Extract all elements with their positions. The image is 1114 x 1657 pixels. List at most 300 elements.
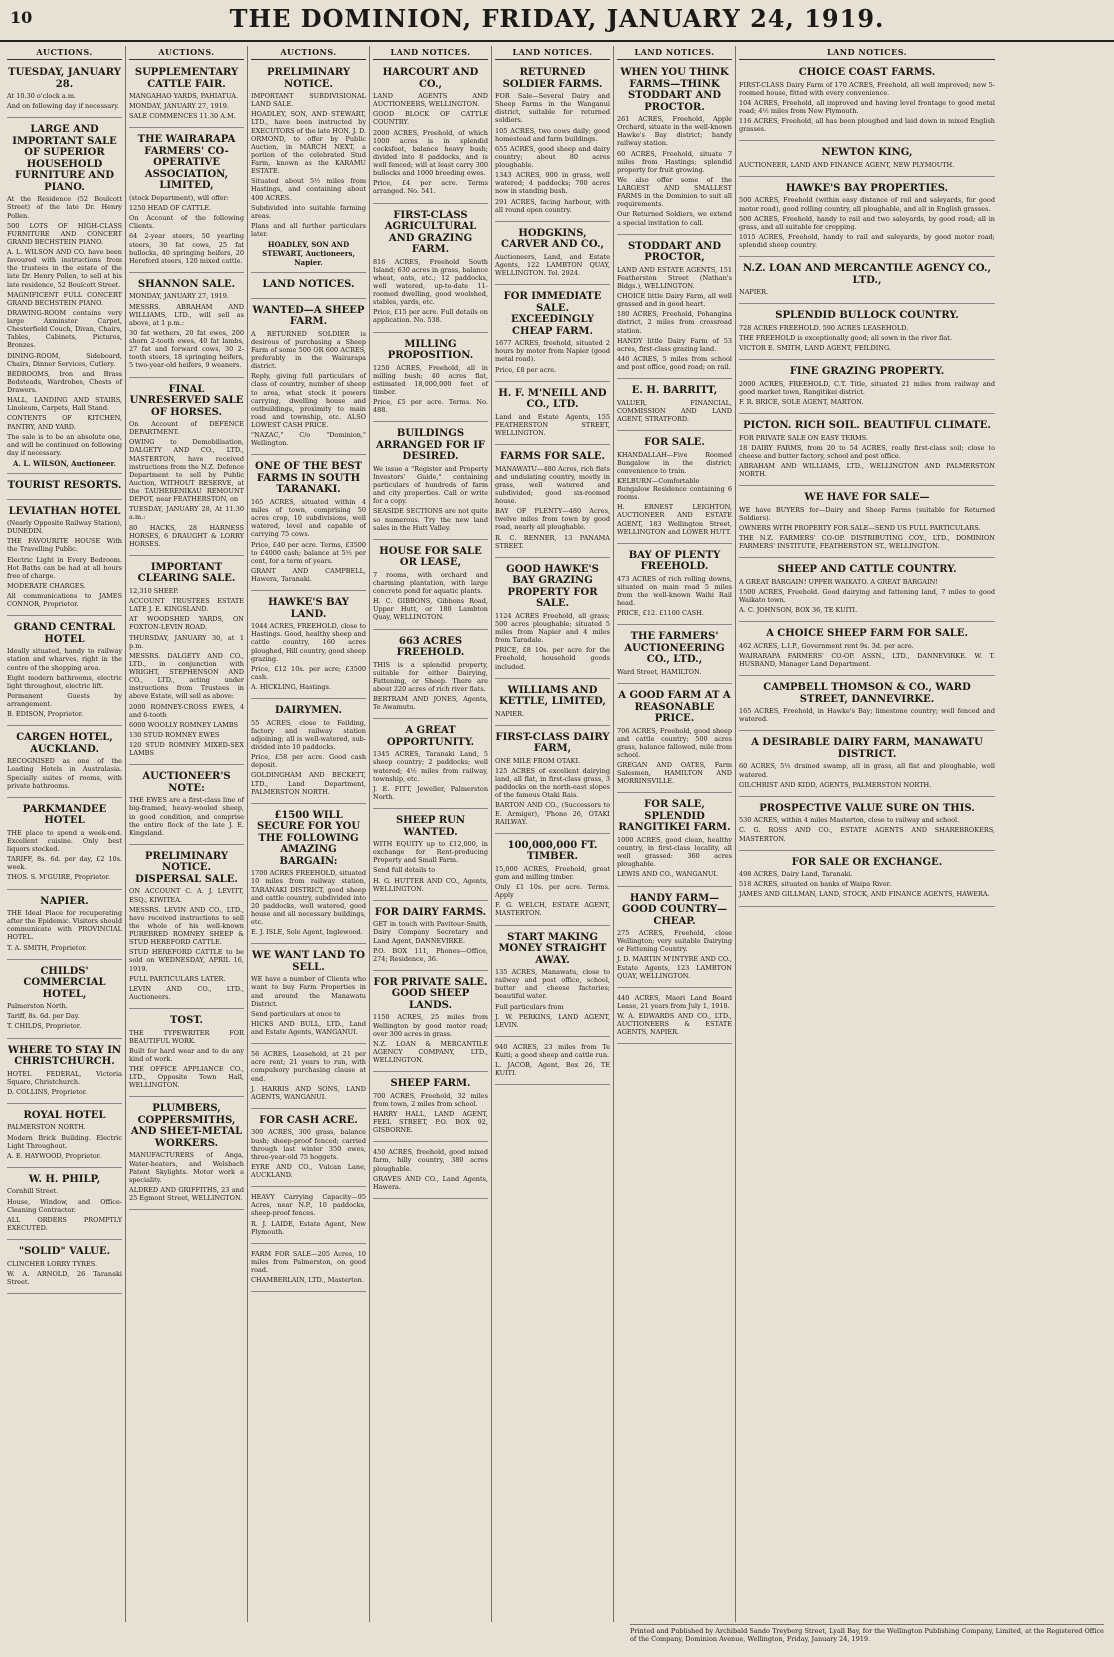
ad-text: FOR PRIVATE SALE ON EASY TERMS. <box>739 433 868 442</box>
ad-text: WAIRARAPA FARMERS' CO-OP. ASSN., LTD., DANNEVIRKE. W. T. HUSBAND, Manager Land Department. <box>739 651 995 668</box>
advertisement <box>129 1012 244 1097</box>
ad-text: Price, £40 per acre. Terms, £3500 to £4000 cash; balance at 5½ per cent, for a term of years. <box>251 540 366 565</box>
ad-text: Land and Estate Agents, 155 FEATHERSTON STREET, WELLINGTON. <box>495 412 610 437</box>
ad-text: D. COLLINS, Proprietor. <box>7 1087 88 1096</box>
ad-title: A GOOD FARM AT A REASONABLE PRICE. <box>618 690 731 724</box>
ad-text: ABRAHAM AND WILLIAMS, LTD., WELLINGTON AND PALMERSTON NORTH. <box>739 461 995 478</box>
advertisement <box>495 929 610 1037</box>
ad-text: Subdivided into suitable farming areas. <box>251 203 366 220</box>
ad-text: B. EDISON, Proprietor. <box>7 710 84 719</box>
ad-text: HICKS AND BULL, LTD., Land and Estate Agents, WANGANUI. <box>251 1019 366 1036</box>
ad-text: MONDAY, JANUARY 27, 1919. <box>129 102 229 111</box>
ad-title: FOR SALE OR EXCHANGE. <box>791 856 943 868</box>
ad-text: 56 ACRES, Leasehold, at 21 per acre rent; 21 years to run, with compulsory purchasing clause at end. <box>251 1050 366 1083</box>
advertisement <box>7 801 122 890</box>
ad-title: FOR SALE. <box>644 437 705 448</box>
advertisement <box>7 1107 122 1168</box>
ad-text: GET in touch with Pavitour-Smith, Dairy Company Secretary and Land Agent, DANNEVIRKE. <box>373 920 488 945</box>
ad-text: LEVIN AND CO., LTD., Auctioneers. <box>129 984 244 1001</box>
ad-title: PROSPECTIVE VALUE SURE ON THIS. <box>759 802 975 814</box>
ad-title: TOST. <box>169 1015 203 1026</box>
advertisement <box>129 1100 244 1210</box>
ad-text: MONDAY, JANUARY 27, 1919. <box>129 292 229 301</box>
ad-title: FARMS FOR SALE. <box>499 451 606 462</box>
ad-text: 1124 ACRES Freehold, all grass; 500 acres ploughable; situated 5 miles from Napier and 4 miles from Taradale. <box>495 611 610 645</box>
ad-text: 500 LOTS OF HIGH-CLASS FURNITURE AND CONCERT GRAND BECHSTEIN PIANO. <box>7 221 122 246</box>
ad-text: LAND AGENTS AND AUCTIONEERS, WELLINGTON. <box>373 92 488 109</box>
ad-text: 60 ACRES, 5½ drained swamp, all in grass, all flat and ploughable, well watered. <box>739 762 995 779</box>
ad-text: W. A. ARNOLD, 26 Taranaki Street. <box>7 1269 122 1286</box>
advertisement <box>495 682 610 726</box>
advertisement <box>373 904 488 971</box>
ad-title: SHEEP FARM. <box>390 1078 471 1090</box>
column-4 <box>370 46 492 1622</box>
ad-text: BEDROOMS, Iron and Brass Bedsteads, Wardrobes, Chests of Drawers. <box>7 369 122 394</box>
ad-text: 261 ACRES, Freehold, Apple Orchard, situate in the well-known Hawke's Bay district; handy railway station. <box>617 115 732 148</box>
ad-text: Palmerston North. <box>7 1002 68 1011</box>
ad-text: 473 ACRES of rich rolling downs, situated on main road 5 miles from the well-known Waihi Rail head. <box>617 574 732 608</box>
ad-text: ON ACCOUNT C. A. J. LEVITT, ESQ., KIWITEA. <box>129 887 244 904</box>
ad-title: 663 ACRES FREEHOLD. <box>396 635 465 658</box>
ad-text: 1150 ACRES, 25 miles from Wellington by good motor road; over 300 acres in grass. <box>373 1013 488 1038</box>
column-heading: LAND NOTICES. <box>617 46 732 60</box>
ad-text: On Account of DEFENCE DEPARTMENT. <box>129 420 244 437</box>
ad-text: BARTON AND CO., (Successors to E. Armiger), 'Phone 26, OTAKI RAILWAY. <box>495 801 610 826</box>
advertisement <box>739 180 995 257</box>
ad-text: GILCHRIST AND KIDD, AGENTS, PALMERSTON NORTH. <box>739 780 932 789</box>
ad-text: SALE COMMENCES 11.30 A.M. <box>129 112 236 121</box>
ad-text: 1250 HEAD OF CATTLE. <box>129 204 212 212</box>
ad-text: AUCTIONEER, LAND AND FINANCE AGENT, NEW PLYMOUTH. <box>739 160 955 169</box>
ad-text: 165 ACRES, situated within 4 miles of town, comprising 50 acres crop, 10 subdivisions, well watered, level and capable of carrying 75 cows. <box>251 497 366 539</box>
ad-title: SHEEP RUN WANTED. <box>395 815 466 838</box>
ad-title: STODDART AND PROCTOR, <box>627 240 722 264</box>
ad-title: IMPORTANT CLEARING SALE. <box>137 561 236 585</box>
ad-title: £1500 WILL SECURE FOR YOU THE FOLLOWING AMAZING BARGAIN: <box>256 809 361 867</box>
ad-text: PRICE, £12. £1100 CASH. <box>617 609 704 618</box>
ad-text: Price, £58 per acre. Good cash deposit. <box>251 753 366 770</box>
ad-text: 18 DAIRY FARMS, from 20 to 54 ACRES, really first-class soil; close to cheese and butter factory, school and post office. <box>739 443 995 460</box>
ad-text: 498 ACRES, Dairy Land, Taranaki. <box>739 870 853 879</box>
ad-text: 125 ACRES of excellent dairying land, all flat, in first-class grass, 3 paddocks on the north-east slopes of the famous Otaki Rais. <box>495 766 610 800</box>
ad-text: Price, £8 per acre. <box>495 365 557 374</box>
advertisement <box>251 702 366 804</box>
ad-title: FINAL UNRESERVED SALE OF HORSES. <box>129 383 244 418</box>
ad-text: THE EWES are a first-class line of big-framed, heavy-wooled sheep, in good condition, and comprise the entire flock of the late J. E. Kingsland. <box>129 796 244 837</box>
ad-title: ROYAL HOTEL <box>23 1109 106 1121</box>
ad-text: All communications to JAMES CONNOR, Proprietor. <box>7 592 122 609</box>
advertisement <box>495 225 610 285</box>
ad-text: Price, £15 per acre. Full details on application. No. 538. <box>373 308 488 325</box>
ad-text: A. HICKLING, Hastings. <box>251 683 331 691</box>
ad-text: J. HARRIS AND SONS, LAND AGENTS, WANGANUI. <box>251 1084 366 1101</box>
ad-text: T. CHILDS, Proprietor. <box>7 1022 82 1031</box>
ad-title: NEWTON KING, <box>821 147 913 159</box>
ad-text: H. C. GIBBONS, Gibbons Road, Upper Hutt, or 180 Lambton Quay, WELLINGTON. <box>373 597 488 622</box>
ad-text: FOR Sale—Several Dairy and Sheep Farms in the Wanganui district, suitable for returned soldiers. <box>495 92 610 125</box>
advertisement <box>739 625 995 676</box>
ad-text: HANDY little Dairy Farm of 53 acres, first-class grazing land. <box>617 336 732 353</box>
ad-text: House, Window, and Office-Cleaning Contractor. <box>7 1197 122 1214</box>
ad-text: CLINCHER LORRY TYRES. <box>7 1259 98 1268</box>
ad-text: CHOICE little Dairy Farm, all well grassed and in good heart. <box>617 292 732 309</box>
ad-title: CHILDS' COMMERCIAL HOTEL, <box>23 965 106 1000</box>
ad-text: HOTEL FEDERAL, Victoria Square, Christchurch. <box>7 1069 122 1086</box>
ad-text: GOOD BLOCK OF CATTLE COUNTRY. <box>373 110 488 127</box>
ad-text: J. D. MARTIN M'INTYRE AND CO., Estate Agents, 123 LAMBTON QUAY, WELLINGTON. <box>617 955 732 980</box>
ad-title: NAPIER. <box>40 895 89 907</box>
ad-text: 180 ACRES, Freehold, Pohangina district, 2 miles from crossroad station. <box>617 310 732 335</box>
advertisement <box>495 448 610 558</box>
ad-signature: HOADLEY, SON AND STEWART, Auctioneers, Napier. <box>262 240 355 268</box>
ad-text: Reply, giving full particulars of class of country, number of sheep to area, what stock it powers carrying, dwelling house and outbuildings, proximity to main road and township, etc. ALSO LOWEST CASH PRICE. <box>251 372 366 429</box>
ad-text: 500 ACRES, Freehold (within easy distance of rail and saleyards, for good motor road), good rolling country, all ploughable, and all in English grasses. <box>739 196 995 213</box>
advertisement <box>129 276 244 378</box>
ad-text: 64 2-year steers, 50 yearling steers, 30 fat cows, 25 fat bullocks, 40 springing heifers, 20 Hereford steers, 120 mixed cattle. <box>129 232 244 265</box>
ad-text: 518 ACRES, situated on banks of Waipa River. <box>739 880 892 889</box>
advertisement <box>7 619 122 726</box>
ad-text: THE FREEHOLD is exceptionally good; all sown in the river flat. <box>739 333 952 342</box>
ad-title: GOOD HAWKE'S BAY GRAZING PROPERTY FOR SALE. <box>506 563 599 610</box>
ad-title: 100,000,000 FT. TIMBER. <box>507 839 598 863</box>
ad-text: Price, £12 10s. per acre; £3500 cash. <box>251 664 366 681</box>
advertisement <box>495 288 610 382</box>
ad-text: HEAVY Carrying Capacity—95 Acres, near N.P., 10 paddocks, sheep-proof fences. <box>251 1193 366 1218</box>
advertisement <box>617 991 732 1045</box>
ad-text: Price, £4 per acre. Terms arranged. No. 541. <box>373 179 488 196</box>
advertisement <box>7 893 122 960</box>
ad-title: BAY OF PLENTY FREEHOLD. <box>628 549 721 573</box>
ad-title: N.Z. LOAN AND MERCANTILE AGENCY CO., LTD., <box>742 263 992 286</box>
column-heading: LAND NOTICES. <box>739 46 995 60</box>
ad-text: THE Ideal Place for recuperating after the Epidemic. Visitors should communicate with PROVINCIAL HOTEL. <box>7 909 122 942</box>
column-6 <box>614 46 736 1622</box>
ad-text: JAMES AND GILLMAN, LAND, STOCK, AND FINANCE AGENTS, HAWERA. <box>739 890 990 899</box>
advertisement <box>495 1040 610 1086</box>
ad-text: R. C. RENNER, 13 PANAMA STREET. <box>495 533 610 550</box>
ad-text: F. R. BRICE, SOLE AGENT, MARTON. <box>739 397 864 406</box>
advertisement <box>251 64 366 273</box>
ad-title: PARKMANDEE HOTEL <box>22 803 107 827</box>
ad-title: CAMPBELL THOMSON & CO., WARD STREET, DANNEVIRKE. <box>763 682 971 705</box>
ad-title: FOR CASH ACRE. <box>259 1114 358 1126</box>
ad-text: THOS. S. M'GUIRE, Proprietor. <box>7 873 111 882</box>
advertisement <box>739 679 995 731</box>
ad-title: A GREAT OPPORTUNITY. <box>386 725 475 748</box>
ad-text: We issue a "Register and Property Investors' Guide," containing particulars of hundreds of farm and city properties. Call or write for a copy. <box>373 464 488 506</box>
ad-text: 55 ACRES, close to Feilding, factory and railway station adjoining; all is well-watered, sub-divided into 10 paddocks. <box>251 718 366 751</box>
ad-text: OWNERS WITH PROPERTY FOR SALE—SEND US FULL PARTICULARS. <box>739 523 981 532</box>
advertisement <box>495 729 610 834</box>
ad-text: 105 ACRES, two cows daily; good homestead and farm buildings. <box>495 126 610 143</box>
advertisement <box>7 121 122 474</box>
ad-title: FIRST-CLASS DAIRY FARM, <box>495 731 610 755</box>
ad-text: 1044 ACRES, FREEHOLD, close to Hastings. Good, healthy sheep and cattle country, 160 acres ploughed, Hill country, good sheep grazing. <box>251 622 366 663</box>
ad-text: 1250 ACRES, Freehold, all in milling bush; 40 acres flat, estimated 18,000,000 feet of timber. <box>373 363 488 396</box>
ad-text: Full particulars from <box>495 1002 564 1011</box>
advertisement <box>373 207 488 333</box>
ad-title: MILLING PROPOSITION. <box>387 338 474 361</box>
ad-title: LEVIATHAN HOTEL <box>8 505 121 517</box>
ad-text: ACCOUNT TRUSTEES ESTATE LATE J. E. KINGSLAND. <box>129 597 244 614</box>
ad-text: 1500 ACRES, Freehold. Good dairying and fattening land, 7 miles to good Waikato town. <box>739 587 995 604</box>
ad-text: FARM FOR SALE—205 Acres, 10 miles from Palmerston, on good road. <box>251 1249 366 1274</box>
advertisement <box>739 363 995 414</box>
ad-text: A. L. WILSON AND CO. have been favoured with instructions from the trustees in the estate of the late Dr. Henry Pollen, to sell at his late residence, 52 Boulcott Street. <box>7 248 122 289</box>
ad-text: Situated about 5½ miles from Hastings, and containing about 400 ACRES. <box>251 177 366 202</box>
advertisement <box>251 1247 366 1293</box>
ad-text: At 10.30 o'clock a.m. <box>7 92 77 100</box>
ad-text: 940 ACRES, 23 miles from Te Kuiti; a good sheep and cattle run. <box>495 1042 610 1059</box>
ad-text: CONTENTS OF KITCHEN, PANTRY, AND YARD. <box>7 414 122 431</box>
advertisement <box>617 890 732 988</box>
column-heading: AUCTIONS. <box>7 46 122 60</box>
masthead <box>0 0 1114 42</box>
ad-text: (stock Department), will offer: <box>129 193 229 202</box>
advertisement <box>739 144 995 177</box>
ad-text: BAY OF PLENTY—480 Acres, twelve miles from town by good road, nearly all ploughable. <box>495 507 610 532</box>
ad-text: 706 ACRES, Freehold, good sheep and cattle country; 500 acres grass, balance fallowed, mile from school. <box>617 726 732 759</box>
ad-text: 440 ACRES, 5 miles from school and post office, good road; on rail. <box>617 354 732 371</box>
ad-title: ONE OF THE BEST FARMS IN SOUTH TARANAKI. <box>255 461 362 496</box>
ad-text: The sale is to be an absolute one, and will be continued on following day if necessary. <box>7 432 122 457</box>
ad-text: 116 ACRES, Freehold, all has been ploughed and laid down in mixed English grasses. <box>739 117 995 134</box>
ad-title: FOR PRIVATE SALE. GOOD SHEEP LANDS. <box>373 976 488 1011</box>
ad-text: THE OFFICE APPLIANCE CO., LTD., Opposite Town Hall, WELLINGTON. <box>129 1065 244 1090</box>
ad-text: C. G. ROSS AND CO., ESTATE AGENTS AND SHAREBROKERS, MASTERTON. <box>739 826 995 843</box>
ad-text: PALMERSTON NORTH. <box>7 1123 86 1132</box>
advertisement <box>251 947 366 1044</box>
advertisement <box>7 1171 122 1240</box>
advertisement <box>373 1145 488 1199</box>
ad-title: WILLIAMS AND KETTLE, LIMITED, <box>499 684 606 708</box>
ad-text: H. G. HUTTER AND CO., Agents, WELLINGTON. <box>373 876 488 893</box>
ad-text: At the Residence (52 Boulcott Street) of the late Dr. Henry Pollen. <box>7 195 122 220</box>
advertisement <box>7 729 122 798</box>
ad-text: THE TYPEWRITER FOR BEAUTIFUL WORK. <box>129 1028 244 1045</box>
advertisement <box>739 417 995 486</box>
advertisement <box>251 1190 366 1244</box>
ad-text: VICTOR E. SMITH, LAND AGENT, FEILDING. <box>739 344 891 352</box>
ad-text: E. J. ISLE, Sole Agent, Inglewood. <box>251 928 363 937</box>
ad-text: WITH EQUITY up to £12,000, in exchange for Rent-producing Property and Small Farm. <box>373 840 488 865</box>
ad-text: 30 fat wethers, 20 fat ewes, 200 shorn 2-tooth ewes, 40 fat lambs, 27 fat and forward cows, 30 2-tooth steers, 18 springing heifers, 5 two-year-old heifers, 9 weaners. <box>129 328 244 370</box>
ad-text: R. J. LAIDE, Estate Agent, New Plymouth. <box>251 1219 366 1236</box>
advertisement <box>739 734 995 796</box>
ad-title: CARGEN HOTEL, AUCKLAND. <box>16 732 113 755</box>
ad-title: SHEEP AND CATTLE COUNTRY. <box>777 564 957 576</box>
advertisement <box>739 489 995 558</box>
ad-text: NAPIER. <box>739 288 769 297</box>
advertisement <box>739 260 995 304</box>
advertisement <box>739 561 995 622</box>
ad-text: CHAMBERLAIN, LTD., Masterton. <box>251 1276 364 1285</box>
ad-text: A. C. JOHNSON, BOX 36, TE KUITI. <box>739 606 858 615</box>
ad-text: MESSRS. DALGETY AND CO., LTD., in conjunction with WRIGHT, STEPHENSON AND CO., LTD., acting under instructions from Trustees in above Estate, will sell as above: <box>129 651 244 701</box>
advertisement <box>373 64 488 204</box>
ad-text: DINING-ROOM, Sideboard, Chairs, Dinner Services, Cutlery. <box>7 351 122 368</box>
column-heading: AUCTIONS. <box>251 46 366 60</box>
advertisement <box>251 276 366 299</box>
ad-text: Plans and all further particulars later. <box>251 221 366 238</box>
advertisement <box>495 64 610 222</box>
ad-text: 104 ACRES, Freehold, all improved and having level frontage to good metal road; 4½ miles from New Plymouth. <box>739 98 995 115</box>
ad-text: MODERATE CHARGES. <box>7 581 86 590</box>
advertisement <box>7 64 122 118</box>
ad-title: HAWKE'S BAY LAND. <box>268 597 349 620</box>
advertisement <box>617 547 732 626</box>
advertisement <box>7 963 122 1039</box>
ad-text: Auctioneers, Land, and Estate Agents, 122 LAMBTON QUAY, WELLINGTON. Tel. 2924. <box>495 252 610 277</box>
ad-title: GRAND CENTRAL HOTEL <box>13 622 116 645</box>
ad-text: 450 ACRES, freehold, good mixed farm, hilly country, 380 acres ploughable. <box>373 1148 488 1173</box>
advertisement <box>373 722 488 809</box>
advertisement <box>129 381 244 556</box>
ad-text: Send particulars at once to <box>251 1009 341 1018</box>
ad-text: 1015 ACRES, Freehold, handy to rail and saleyards, by good motor road; splendid sheep country. <box>739 232 995 249</box>
page-number: 10 <box>10 8 33 27</box>
ad-text: MESSRS. ABRAHAM AND WILLIAMS, LTD., will sell as above, at 1 p.m.: <box>129 302 244 327</box>
advertisement <box>617 687 732 793</box>
ad-text: FULL PARTICULARS LATER. <box>129 974 226 983</box>
advertisement <box>129 64 244 128</box>
ad-title: A DESIRABLE DAIRY FARM, MANAWATU DISTRICT. <box>751 737 983 760</box>
ad-text: A. E. HAYWOOD, Proprietor. <box>7 1151 102 1160</box>
ad-title: E. H. BARRITT, <box>631 385 718 397</box>
ad-text: 165 ACRES, Freehold, in Hawke's Bay; limestone country; well fenced and watered. <box>739 707 995 724</box>
ad-title: TUESDAY, JANUARY 28. <box>8 67 121 90</box>
ad-text: HALL, LANDING AND STAIRS, Linoleum, Carpets, Hall Stand. <box>7 396 122 413</box>
ad-text: KHANDALLAH—Five Roomed Bungalow in the district; convenience to train. <box>617 450 732 475</box>
column-7 <box>736 46 998 1622</box>
ad-title: HOUSE FOR SALE OR LEASE, <box>379 545 482 569</box>
ad-title: WHERE TO STAY IN CHRISTCHURCH. <box>7 1044 122 1067</box>
advertisement <box>129 559 244 765</box>
ad-title: RETURNED SOLDIER FARMS. <box>502 67 603 90</box>
ad-text: 462 ACRES, L.I.P., Government rent 9s. 3d. per acre. <box>739 641 914 650</box>
ad-title: THE FARMERS' AUCTIONEERING CO., LTD., <box>624 631 725 666</box>
ad-text: LEWIS AND CO., WANGANUI. <box>617 870 719 879</box>
ad-text: Our Returned Soldiers, we extend a special invitation to call. <box>617 210 732 227</box>
ad-text: GREGAN AND OATES, Farm Salesmen, HAMILTON AND MORRINSVILLE. <box>617 761 732 786</box>
ad-title: TOURIST RESORTS. <box>7 480 122 491</box>
ad-text: And on following day if necessary. <box>7 102 120 111</box>
ad-text: 12,310 SHEEP. <box>129 586 179 595</box>
ad-text: Cornhill Street. <box>7 1187 59 1196</box>
ad-text: H. ERNEST LEIGHTON, AUCTIONEER AND ESTATE AGENT, 183 Wellington Street, WELLINGTON and LOWER HUTT. <box>617 503 732 536</box>
advertisement <box>7 477 122 500</box>
ad-text: LAND AND ESTATE AGENTS, 151 Featherston Street (Nathan's Bldgs.), WELLINGTON. <box>617 265 732 290</box>
ad-title: A CHOICE SHEEP FARM FOR SALE. <box>766 628 968 640</box>
ad-text: ONE MILE FROM OTAKI. <box>495 756 581 765</box>
column-heading: AUCTIONS. <box>129 46 244 60</box>
ad-text: P.O. BOX 111, Phones—Office, 274; Residence, 36. <box>373 946 488 963</box>
ad-text: 120 STUD ROMNEY MIXED-SEX LAMBS <box>129 741 244 758</box>
advertisement <box>373 812 488 901</box>
advertisement <box>373 543 488 630</box>
ad-text: Ideally situated, handy to railway station and wharves, right in the centre of the shopping area. <box>7 647 122 672</box>
ad-title: WE HAVE FOR SALE— <box>804 492 930 504</box>
ad-text: T. A. SMITH, Proprietor. <box>7 943 87 952</box>
ad-text: VALUER, FINANCIAL, COMMISSION AND LAND AGENT, STRATFORD. <box>617 398 732 423</box>
ad-text: THE N.Z. FARMERS' CO-OP. DISTRIBUTING COY., LTD., DOMINION FARMERS' INSTITUTE, FEATHERSTON ST., WELLINGTON. <box>739 534 995 551</box>
ad-text: GRANT AND CAMPBELL, Hawera, Taranaki. <box>251 566 366 583</box>
ad-text: KELBURN—Comfortable Bungalow Residence containing 6 rooms. <box>617 476 732 502</box>
advertisement <box>7 503 122 617</box>
ad-text: 1343 ACRES, 900 in grass, well watered; 4 paddocks; 700 acres now in standing bush. <box>495 171 610 196</box>
advertisement <box>7 1042 122 1104</box>
ad-text: HOADLEY, SON, AND STEWART, LTD., have been instructed by EXECUTORS of the late HON. J. D. ORMOND, to offer by Public Auction, in MARCH NEXT, a portion of the celebrated Stud Farm, known as the KARAMU ESTATE. <box>251 110 366 176</box>
advertisement <box>373 1075 488 1142</box>
ad-text: Eight modern bathrooms, electric light throughout, electric lift. <box>7 673 122 690</box>
ad-text: MANGAHAO YARDS, PAHIATUA. <box>129 92 239 100</box>
ad-text: (Nearly Opposite Railway Station), DUNEDIN. <box>7 519 122 536</box>
ad-text: Price, £5 per acre. Terms. No. 488. <box>373 398 488 415</box>
ad-title: CHOICE COAST FARMS. <box>798 67 936 78</box>
ad-text: Ward Street, HAMILTON. <box>617 667 702 676</box>
ad-text: J. W. PERKINS, LAND AGENT, LEVIN. <box>495 1012 610 1029</box>
ad-title: H. F. M'NEILL AND CO., LTD. <box>498 387 607 411</box>
ad-text: MANUFACTURERS of Anga, Water-heaters, and Welsbach Patent Skylights. Motor work a speciality. <box>129 1151 244 1184</box>
ad-title: HARCOURT AND CO., <box>382 67 479 90</box>
advertisement <box>617 434 732 544</box>
advertisement <box>373 633 488 720</box>
ad-text: "NAZAC," C/o "Dominion," Wellington. <box>251 431 366 448</box>
advertisement <box>617 382 732 431</box>
ad-text: HARRY HALL, LAND AGENT, FEEL STREET, P.O. BOX 92, GISBORNE. <box>373 1109 488 1135</box>
ad-title: PICTON. RICH SOIL. BEAUTIFUL CLIMATE. <box>743 420 991 431</box>
ad-title: LARGE AND IMPORTANT SALE OF SUPERIOR HOUSEHOLD FURNITURE AND PIANO. <box>12 124 117 193</box>
ad-text: N.Z. LOAN & MERCANTILE AGENCY COMPANY, LTD., WELLINGTON. <box>373 1039 488 1064</box>
ad-text: 15,000 ACRES, Freehold, great gum and milling timber. <box>495 864 610 881</box>
ad-text: AT WOODSHED YARDS, ON FOXTON-LEVIN ROAD. <box>129 615 244 632</box>
ad-text: GOLDINGHAM AND BECKETT, LTD., Land Department, PALMERSTON NORTH. <box>251 771 366 796</box>
column-1 <box>4 46 126 1622</box>
ad-text: THURSDAY, JANUARY 30, at 1 p.m. <box>129 633 244 650</box>
ad-text: 440 ACRES, Maori Land Board Lease, 21 years from July 1, 1918. <box>617 993 732 1010</box>
advertisement <box>617 796 732 886</box>
ad-title: FOR DAIRY FARMS. <box>374 906 487 918</box>
ad-text: THE place to spend a week-end. Excellent cuisine. Only best liquors stocked. <box>7 828 122 853</box>
ad-text: GRAVES AND CO., Land Agents, Hawera. <box>373 1174 488 1191</box>
ad-text: 6000 WOOLLY ROMNEY LAMBS <box>129 720 239 729</box>
ad-text: L. JACOB, Agent, Box 26, TE KUITI. <box>495 1061 610 1078</box>
ad-text: 2000 ROMNEY-CROSS EWES, 4 and 6-tooth <box>129 702 244 719</box>
ad-title: THE WAIRARAPA FARMERS' CO-OPERATIVE ASSOCIATION, LIMITED, <box>137 134 236 192</box>
ad-text: SEASIDE SECTIONS are not quite so numerous. Try the new land sales in the Hutt Valley. <box>373 507 488 532</box>
ad-title: FOR IMMEDIATE SALE. EXCEEDINGLY CHEAP FARM. <box>503 291 602 337</box>
ad-title: DAIRYMEN. <box>275 705 342 717</box>
ad-text: 291 ACRES, facing harbour, with all round open country. <box>495 197 610 214</box>
advertisement <box>617 628 732 684</box>
advertisement <box>617 238 732 380</box>
ad-text: WE have BUYERS for—Dairy and Sheep Farms (suitable for Returned Soldiers). <box>739 505 995 522</box>
ad-text: 1345 ACRES, Taranaki Land, 5 sheep country; 2 paddocks; well watered; 4½ miles from railway, township, etc. <box>373 750 488 783</box>
ad-text: NAPIER. <box>495 709 525 718</box>
ad-text: 135 ACRES, Manawatu, close to railway and post office, school, butter and cheese factories; beautiful water. <box>495 968 610 1001</box>
advertisement <box>739 800 995 851</box>
advertisement <box>373 974 488 1072</box>
ad-title: AUCTIONEER'S NOTE: <box>142 771 231 794</box>
ad-title: FOR SALE, SPLENDID RANGITIKEI FARM. <box>618 799 731 834</box>
ad-text: Built for hard wear and to do any kind of work. <box>129 1046 244 1063</box>
ad-title: SPLENDID BULLOCK COUNTRY. <box>775 310 959 322</box>
ad-title: LAND NOTICES. <box>262 279 355 291</box>
ad-title: HANDY FARM—GOOD COUNTRY—CHEAP. <box>621 892 728 927</box>
ad-text: RECOGNISED as one of the Leading Hotels in Australasia. Specially suites of rooms, with private bathrooms. <box>7 757 122 790</box>
ad-text: 530 ACRES, within 4 miles Masterton, close to railway and school. <box>739 816 960 825</box>
ad-text: 728 ACRES FREEHOLD. 590 ACRES LEASEHOLD. <box>739 323 909 332</box>
